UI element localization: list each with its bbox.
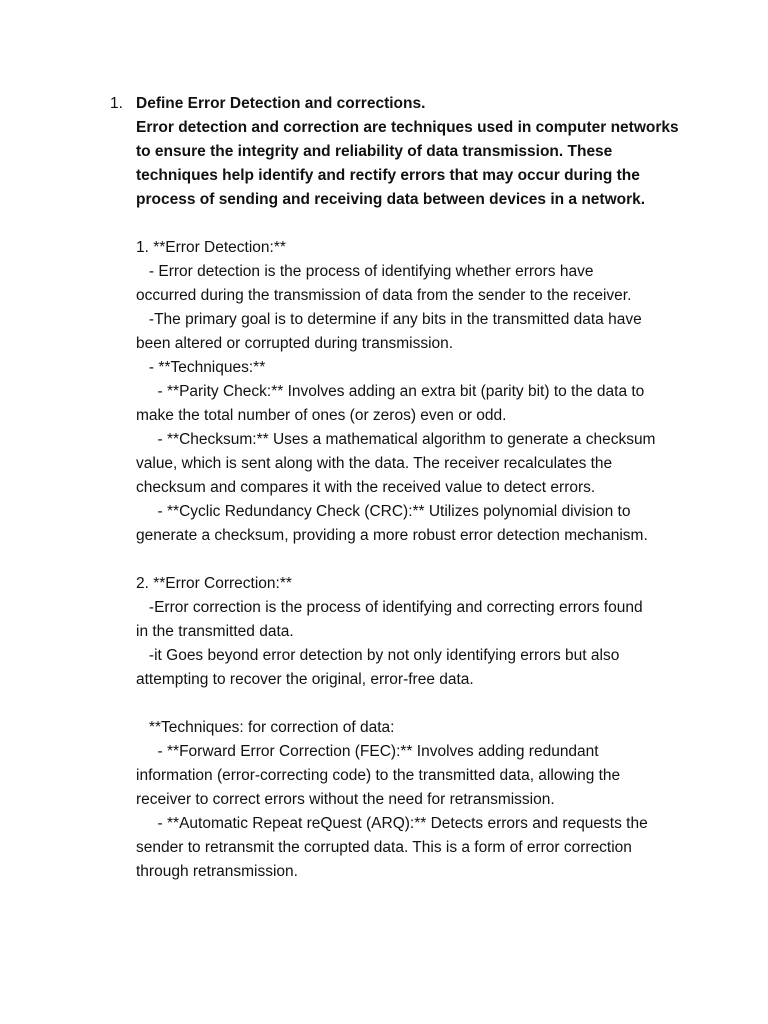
error-detection-section: [136, 236, 676, 548]
body-line: -Error correction is the process of identifying and correcting errors found: [136, 599, 643, 616]
body-line: - Error detection is the process of identifying whether errors have: [136, 263, 594, 280]
section-heading: 2. **Error Correction:**: [136, 575, 292, 592]
item-number: 1.: [110, 95, 123, 112]
body-line: - **Techniques:**: [136, 359, 266, 376]
body-line: sender to retransmit the corrupted data. This is a form of error correction: [136, 839, 632, 856]
body-line: receiver to correct errors without the need for retransmission.: [136, 791, 555, 808]
item-content: [136, 92, 679, 884]
body-line: value, which is sent along with the data. The receiver recalculates the: [136, 455, 613, 472]
intro-line: techniques help identify and rectify errors that may occur during the: [136, 167, 640, 184]
body-line: make the total number of ones (or zeros) even or odd.: [136, 407, 507, 424]
question-heading: Define Error Detection and corrections.: [136, 95, 426, 112]
body-line: occurred during the transmission of data from the sender to the receiver.: [136, 287, 632, 304]
body-line: checksum and compares it with the received value to detect errors.: [136, 479, 596, 496]
body-line: generate a checksum, providing a more robust error detection mechanism.: [136, 527, 648, 544]
body-line: -it Goes beyond error detection by not only identifying errors but also: [136, 647, 620, 664]
body-line: - **Parity Check:** Involves adding an extra bit (parity bit) to the data to: [136, 383, 645, 400]
body-line: - **Cyclic Redundancy Check (CRC):** Utilizes polynomial division to: [136, 503, 631, 520]
blank-line: [136, 548, 676, 572]
body-line: - **Checksum:** Uses a mathematical algorithm to generate a checksum: [136, 431, 656, 448]
body-line: - **Automatic Repeat reQuest (ARQ):** Detects errors and requests the: [136, 815, 648, 832]
correction-techniques-section: [136, 716, 676, 884]
body-line: been altered or corrupted during transmission.: [136, 335, 454, 352]
intro-line: Error detection and correction are techniques used in computer networks: [136, 119, 679, 136]
body-line: **Techniques: for correction of data:: [136, 719, 395, 736]
intro-line: to ensure the integrity and reliability of data transmission. These: [136, 143, 613, 160]
body-line: in the transmitted data.: [136, 623, 294, 640]
error-correction-section: [136, 572, 676, 692]
body-line: through retransmission.: [136, 863, 298, 880]
section-heading: 1. **Error Detection:**: [136, 239, 286, 256]
blank-line: [136, 212, 676, 236]
body-line: -The primary goal is to determine if any bits in the transmitted data have: [136, 311, 642, 328]
body-line: information (error-correcting code) to the transmitted data, allowing the: [136, 767, 621, 784]
body-line: attempting to recover the original, error-free data.: [136, 671, 474, 688]
blank-line: [136, 692, 676, 716]
body-line: - **Forward Error Correction (FEC):** Involves adding redundant: [136, 743, 599, 760]
intro-paragraph: [136, 116, 679, 212]
intro-line: process of sending and receiving data between devices in a network.: [136, 191, 646, 208]
